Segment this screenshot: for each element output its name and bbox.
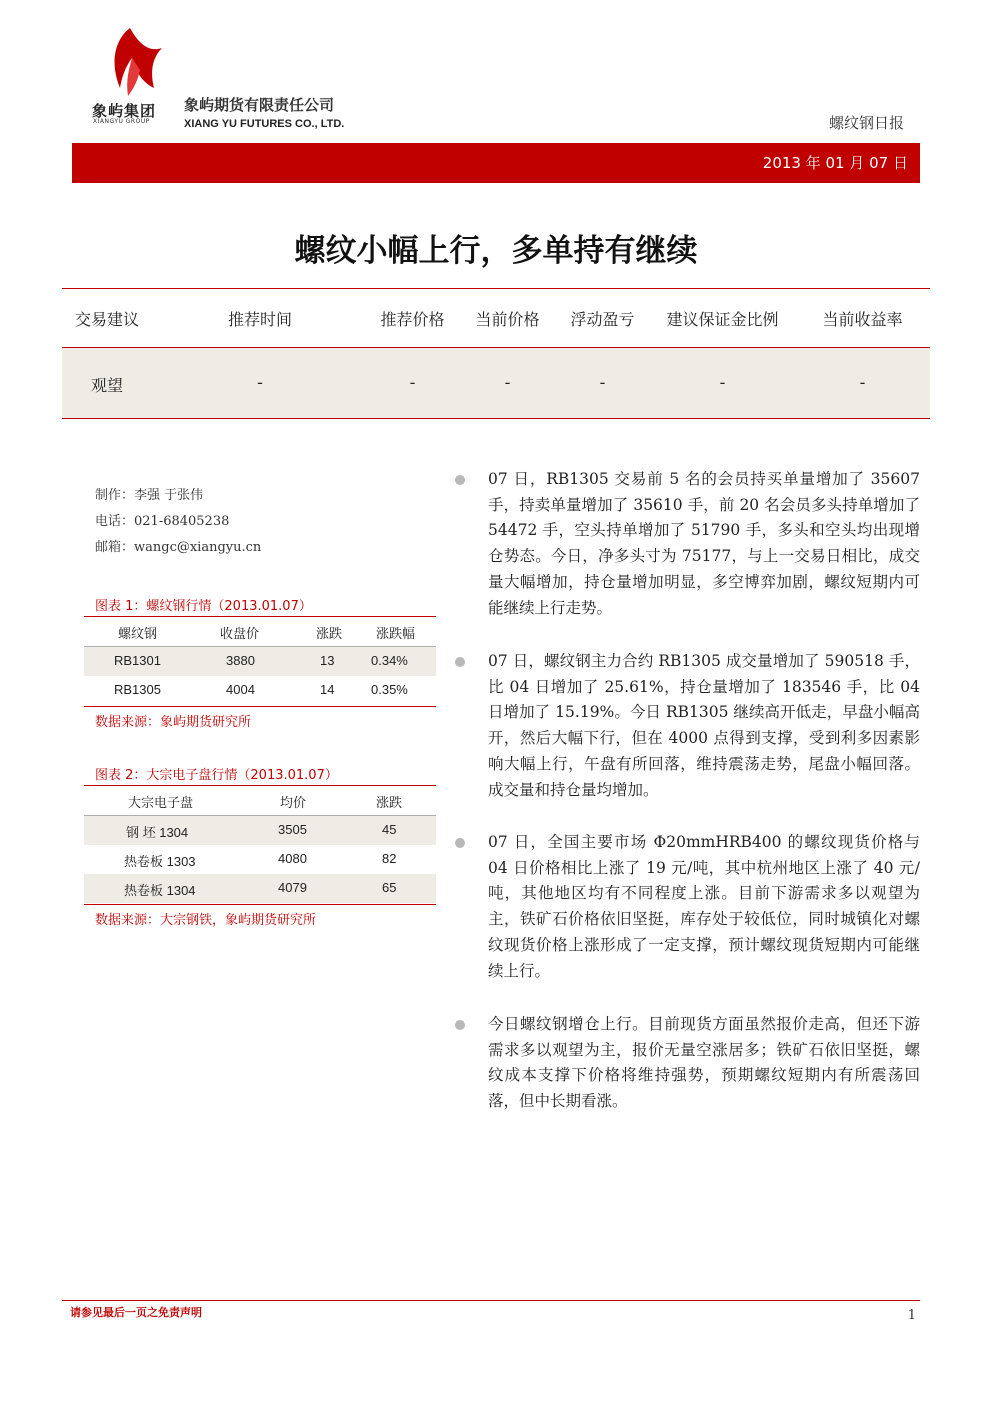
table-cell: RB1305 xyxy=(114,682,161,697)
rec-header-pnl: 浮动盈亏 xyxy=(570,310,635,329)
rec-header-price: 推荐价格 xyxy=(380,310,445,329)
figure2-source: 数据来源：大宗钢铁，象屿期货研究所 xyxy=(95,913,317,928)
bullet-icon xyxy=(455,657,465,667)
rec-value-advice: 观望 xyxy=(90,376,123,395)
rec-header-advice: 交易建议 xyxy=(74,310,139,329)
bullet-icon xyxy=(455,838,465,848)
phone: 电话：021-68405238 xyxy=(95,514,230,529)
report-date: 2013 年 01 月 07 日 xyxy=(762,154,908,172)
rec-header-current: 当前价格 xyxy=(475,310,540,329)
analysis-paragraph-4: 今日螺纹钢增仓上行。目前现货方面虽然报价走高，但还下游需求多以观望为主，报价无量空涨居多；铁矿石依旧坚挺，螺纹成本支撑下价格将维持强势，预期螺纹短期内有所震荡回落，但中长期看涨。 xyxy=(488,1015,920,1111)
logo-subtext: XIANGYU GROUP xyxy=(93,118,150,125)
bullet-icon xyxy=(455,475,465,485)
table-cell: RB1301 xyxy=(114,653,161,668)
analysis-paragraph-2: 07 日，螺纹钢主力合约 RB1305 成交量增加了 590518 手，比 04 日增加了 25.61%，持仓量增加了 183546 手，比 04 日增加了 15.19%。今日 RB1305 继续高开低走，早盘小幅高开，然后大幅下行，但在 4000 点得到支撑，受到利多因素影响大幅上行，午盘有所回落，维持震荡走势，尾盘小幅回落。成交量和持仓量均增加。 xyxy=(488,652,920,799)
logo-text: 象屿集团 xyxy=(92,102,157,120)
table-row xyxy=(84,647,436,676)
table-cell: 65 xyxy=(382,880,397,895)
bullet-icon xyxy=(455,1020,465,1030)
figure1-bottom-rule xyxy=(84,706,436,707)
rec-table-top-rule xyxy=(62,288,930,289)
table-cell: 4080 xyxy=(278,851,307,866)
figure2-header-cell: 均价 xyxy=(280,795,307,810)
figure2-header-cell: 涨跌 xyxy=(376,795,403,810)
table-cell: 4079 xyxy=(278,880,307,895)
table-cell: 82 xyxy=(382,851,397,866)
company-name-en: XIANG YU FUTURES CO., LTD. xyxy=(184,118,345,130)
disclaimer-note: 请参见最后一页之免责声明 xyxy=(70,1306,202,1319)
table-row xyxy=(84,874,436,903)
table-cell: 热卷板 1303 xyxy=(124,854,196,869)
rec-header-margin: 建议保证金比例 xyxy=(666,310,779,329)
rec-value-margin: - xyxy=(719,373,726,392)
rec-header-time: 推荐时间 xyxy=(227,310,292,329)
figure1-title: 图表 1：螺纹钢行情（2013.01.07） xyxy=(95,599,312,614)
figure1-header-cell: 涨跌 xyxy=(316,626,343,641)
figure1-header-cell: 螺纹钢 xyxy=(118,626,158,641)
figure2-title: 图表 2：大宗电子盘行情（2013.01.07） xyxy=(95,768,338,783)
rec-value-current: - xyxy=(504,373,511,392)
figure1-header-cell: 收盘价 xyxy=(220,626,260,641)
table-cell: 13 xyxy=(320,653,335,668)
footer-rule xyxy=(62,1300,920,1301)
figure2-header-cell: 大宗电子盘 xyxy=(128,795,194,810)
table-row xyxy=(84,676,436,705)
rec-table-bottom-rule xyxy=(62,418,930,419)
table-cell: 热卷板 1304 xyxy=(124,883,196,898)
table-row xyxy=(84,845,436,874)
analysis-paragraph-1: 07 日，RB1305 交易前 5 名的会员持买单量增加了 35607 手，持卖单量增加了 35610 手，前 20 名会员多头持单增加了 54472 手，空头持单增加了 51790 手，多头和空头均出现增仓势态。今日，净多头寸为 75177，与上一交易日相比，成交量大幅增加，持仓量增加明显，多空博弈加剧，螺纹短期内可能继续上行走势。 xyxy=(488,470,920,617)
table-cell: 3505 xyxy=(278,822,307,837)
page-number: 1 xyxy=(907,1308,916,1323)
table-cell: 45 xyxy=(382,822,397,837)
rec-header-yield: 当前收益率 xyxy=(822,310,903,329)
table-cell: 3880 xyxy=(226,653,255,668)
figure2-bottom-rule xyxy=(84,904,436,905)
table-cell: 0.35% xyxy=(371,682,408,697)
figure1-source: 数据来源：象屿期货研究所 xyxy=(95,715,252,730)
company-name-cn: 象屿期货有限责任公司 xyxy=(184,96,335,114)
figure2-header-row xyxy=(84,786,436,815)
rec-value-time: - xyxy=(257,373,263,392)
table-cell: 14 xyxy=(320,682,335,697)
figure1-header-cell: 涨跌幅 xyxy=(376,626,416,641)
rec-value-price: - xyxy=(409,373,416,392)
rec-value-yield: - xyxy=(859,373,866,392)
table-cell: 钢 坯 1304 xyxy=(126,825,189,840)
email: 邮箱：wangc@xiangyu.cn xyxy=(95,540,262,555)
author: 制作：李强 于张伟 xyxy=(95,488,204,503)
rec-value-pnl: - xyxy=(599,373,606,392)
page-title: 螺纹小幅上行，多单持有继续 xyxy=(294,233,698,269)
table-cell: 0.34% xyxy=(371,653,408,668)
report-type: 螺纹钢日报 xyxy=(828,114,904,132)
analysis-paragraph-3: 07 日，全国主要市场 Φ20mmHRB400 的螺纹现货价格与 04 日价格相比上涨了 19 元/吨，其中杭州地区上涨了 40 元/吨，其他地区均有不同程度上涨。目前下游需求多以观望为主，铁矿石价格依旧坚挺，库存处于较低位，同时城镇化对螺纹现货价格上涨形成了一定支撑，预计螺纹现货短期内可能继续上行。 xyxy=(488,833,920,980)
table-row xyxy=(84,816,436,845)
figure1-header-row xyxy=(84,617,436,646)
table-cell: 4004 xyxy=(226,682,255,697)
